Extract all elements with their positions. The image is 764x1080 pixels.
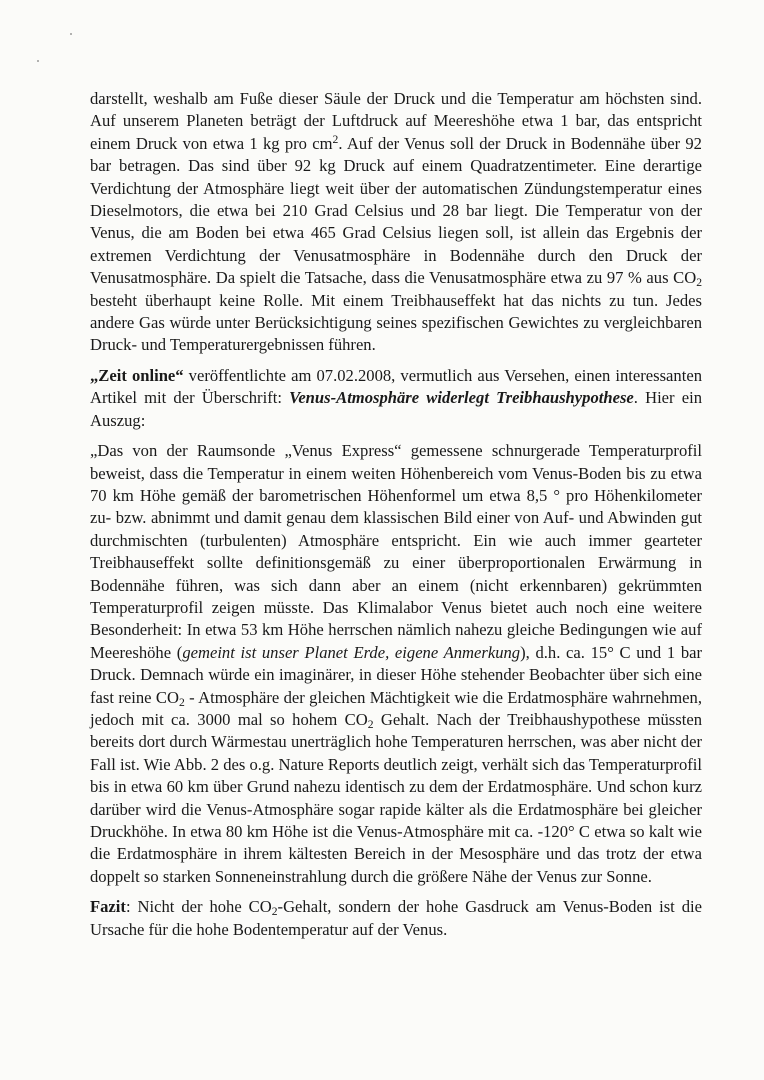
article-headline: Venus-Atmosphäre widerlegt Treibhaushypothese (289, 388, 634, 408)
text-run: : Nicht der hohe CO (125, 897, 272, 917)
text-run: . Hier ein Auszug: (90, 388, 702, 430)
scan-speck (70, 33, 72, 35)
paragraph-zeit-online (90, 365, 702, 432)
editor-note: gemeint ist unser Planet Erde, eigene Anmerkung (182, 642, 521, 662)
paragraph-pressure-temperature (90, 88, 702, 357)
paragraph-conclusion (90, 896, 702, 941)
text-run: veröffentlichte am 07.02.2008, vermutlich aus Versehen, einen interessanten Artikel mit der Überschrift: (90, 365, 702, 408)
text-run: - Atmosphäre der gleichen Mächtigkeit wie die Erdatmosphäre wahrnehmen, jedoch mit ca. 3000 mal so hohem CO (90, 687, 702, 729)
paragraph-quote (90, 440, 702, 888)
conclusion-label: Fazit (90, 897, 126, 917)
text-run: . Auf der Venus soll der Druck in Bodennähe über 92 bar betragen. Das sind über 92 kg Druck auf einem Quadratzentimeter. Eine derartige Verdichtung der Atmosphäre liegt weit über der automatischen Zündungstemperatur eines Dieselmotors, die etwa bei 210 Grad Celsius und 28 bar liegt. Die Temperatur von der Venus, die am Boden bei etwa 465 Grad Celsius liegen soll, ist allein das Ergebnis der extremen Verdichtung der Venusatmosphäre in Bodennähe durch den Druck der Venusatmosphäre. Da spielt die Tatsache, dass die Venusatmosphäre etwa zu 97 % aus CO (90, 133, 702, 288)
subscript: 2 (178, 695, 185, 709)
document-page (90, 88, 702, 949)
subscript: 2 (271, 905, 278, 919)
subscript: 2 (367, 717, 374, 731)
text-run: darstellt, weshalb am Fuße dieser Säule der Druck und die Temperatur am höchsten sind. Auf unserem Planeten beträgt der Luftdruck auf Meereshöhe etwa 1 bar, das entspricht einem Druck von etwa 1 kg pro cm (90, 89, 702, 153)
source-name: „Zeit online“ (90, 365, 184, 385)
text-run: Gehalt. Nach der Treibhaushypothese müssten bereits dort durch Wärmestau unerträglich hohe Temperaturen herrschen, was aber nicht der Fall ist. Wie Abb. 2 des o.g. Nature Reports deutlich zeigt, verhält sich das Temperaturprofil bis in etwa 60 km über Grund nahezu identisch zu dem der Erdatmosphäre. Und schon kurz darüber wird die Venus-Atmosphäre sogar rapide kälter als die Erdatmosphäre bei gleicher Druckhöhe. In etwa 80 km Höhe ist die Venus-Atmosphäre mit ca. -120° C etwa so kalt wie die Erdatmosphäre in ihrem kältesten Bereich in der Mesosphäre und das trotz der etwa doppelt so starken Sonneneinstrahlung durch die größere Nähe der Venus zur Sonne. (90, 709, 702, 886)
text-run: ), d.h. ca. 15° C und 1 bar Druck. Demnach würde ein imaginärer, in dieser Höhe stehender Beobachter über sich eine fast reine CO (90, 642, 703, 707)
subscript: 2 (696, 276, 702, 290)
superscript: 2 (332, 133, 339, 147)
scan-speck (37, 60, 39, 62)
text-run: besteht überhaupt keine Rolle. Mit einem Treibhauseffekt hat das nichts zu tun. Jedes andere Gas würde unter Berücksichtigung seines spezifischen Gewichtes zu vergleichbaren Druck- und Temperaturergebnissen führen. (90, 290, 702, 355)
text-run: -Gehalt, sondern der hohe Gasdruck am Venus-Boden ist die Ursache für die hohe Bodentemperatur auf der Venus. (90, 897, 702, 939)
text-run: „Das von der Raumsonde „Venus Express“ gemessene schnurgerade Temperaturprofil beweist, dass die Temperatur in einem weiten Höhenbereich vom Venus-Boden bis zu etwa 70 km Höhe gemäß der barometrischen Höhenformel um etwa 8,5 ° pro Höhenkilometer zu- bzw. abnimmt und damit genau dem klassischen Bild einer von Auf- und Abwinden gut durchmischten (turbulenten) Atmosphäre entspricht. Ein wie auch immer gearteter Treibhauseffekt sollte definitionsgemäß zu einer überproportionalen Erwärmung in Bodennähe führen, was sich dann aber an einem (nicht erkennbaren) gekrümmten Temperaturprofil zeigen müsste. Das Klimalabor Venus bietet auch noch eine weitere Besonderheit: In etwa 53 km Höhe herrschen nämlich nahezu gleiche Bedingungen wie auf Meereshöhe ( (90, 441, 702, 662)
